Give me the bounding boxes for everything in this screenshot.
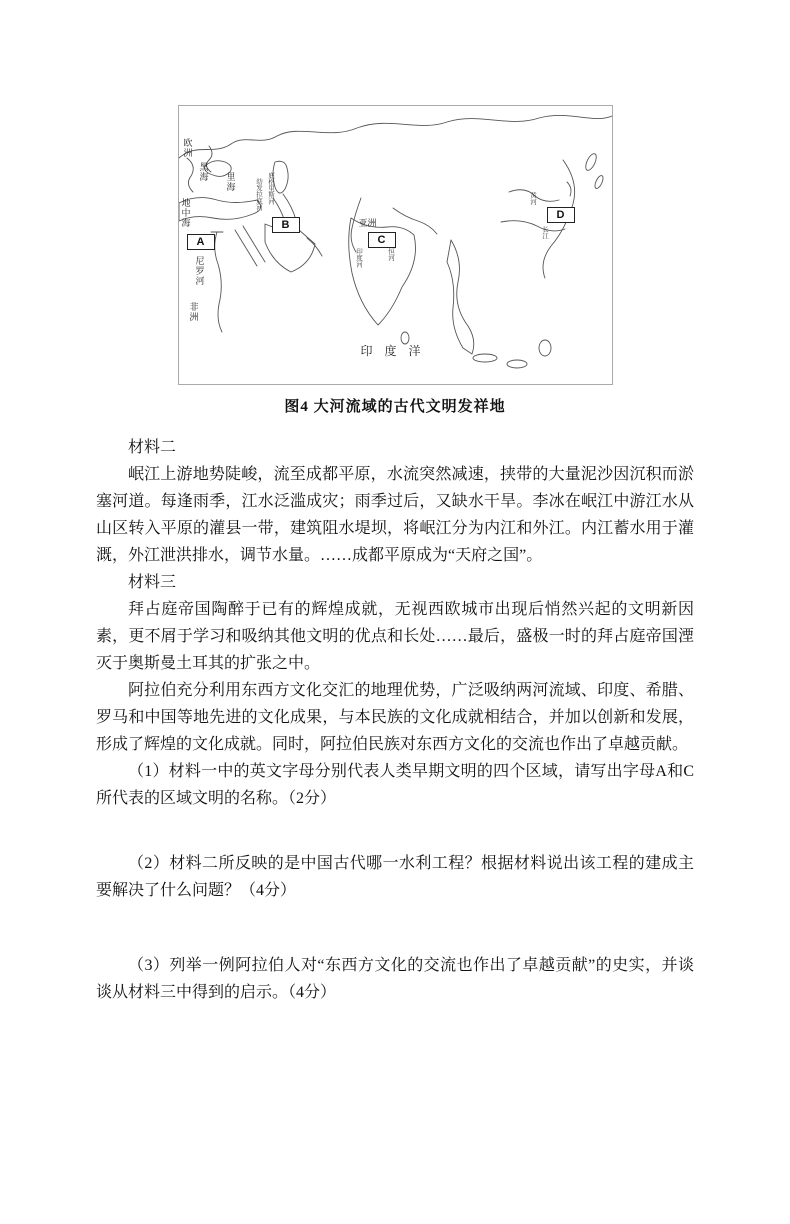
map-box-c: C <box>368 232 396 248</box>
question-3: （3）列举一例阿拉伯人对“东西方文化的交流也作出了卓越贡献”的史实，并谈谈从材料三中得到的启示。（4分） <box>96 957 694 1001</box>
map-label-indian-ocean: 印度洋 <box>360 344 433 358</box>
question-1: （1）材料一中的英文字母分别代表人类早期文明的四个区域，请写出字母A和C所代表的区域文明的名称。（2分） <box>96 763 694 807</box>
map-label-nile-river: 尼罗河 <box>194 256 205 286</box>
map-label-black-sea: 黑海 <box>198 162 209 182</box>
material3-paragraph-1: 拜占庭帝国陶醉于已有的辉煌成就，无视西欧城市出现后悄然兴起的文明新因素，更不屑于学习和吸纳其他文明的优点和长处……最后，盛极一时的拜占庭帝国湮灭于奥斯曼土耳其的扩张之中。 <box>96 601 694 672</box>
question-2: （2）材料二所反映的是中国古代哪一水利工程？根据材料说出该工程的建成主要解决了什么问题？（4分） <box>96 855 694 899</box>
exam-page <box>0 105 790 1006</box>
exam-text <box>96 434 694 1006</box>
material2-heading: 材料二 <box>128 439 177 456</box>
map-label-ganges-river: 恒河 <box>387 248 394 261</box>
map-label-yellow-river: 黄河 <box>529 192 536 205</box>
map-label-africa: 非洲 <box>188 302 199 322</box>
map-label-europe: 欧洲 <box>182 138 193 158</box>
material3-paragraph-2: 阿拉伯充分利用东西方文化交汇的地理优势，广泛吸纳两河流域、印度、希腊、罗马和中国等地先进的文化成果，与本民族的文化成就相结合，并加以创新和发展，形成了辉煌的文化成就。同时，阿拉伯民族对东西方文化的交流也作出了卓越贡献。 <box>96 682 694 753</box>
map-label-asia: 亚洲 <box>358 218 377 228</box>
map-image <box>178 105 613 385</box>
figure-caption: 图4 大河流域的古代文明发祥地 <box>284 399 506 415</box>
map-box-a: A <box>187 234 215 250</box>
material3-heading: 材料三 <box>128 574 177 591</box>
map-label-euphrates: 幼发拉底河 <box>255 178 262 211</box>
map-label-yangtze-river: 长江 <box>541 226 548 239</box>
map-box-b: B <box>272 217 300 233</box>
map-label-mediterranean: 地中海 <box>180 198 191 228</box>
map-box-d: D <box>547 207 575 223</box>
map-label-indus-river: 印度河 <box>355 248 362 268</box>
map-label-caspian-sea: 里海 <box>225 172 236 192</box>
map-label-tigris: 底格里斯河 <box>267 172 274 205</box>
figure-map-block <box>178 105 613 416</box>
material2-paragraph: 岷江上游地势陡峻，流至成都平原，水流突然减速，挟带的大量泥沙因沉积而淤塞河道。每逢雨季，江水泛滥成灾；雨季过后，又缺水干旱。李冰在岷江中游江水从山区转入平原的灌县一带，建筑阻水堤坝，将岷江分为内江和外江。内江蓄水用于灌溉，外江泄洪排水，调节水量。……成都平原成为“天府之国”。 <box>96 466 694 564</box>
